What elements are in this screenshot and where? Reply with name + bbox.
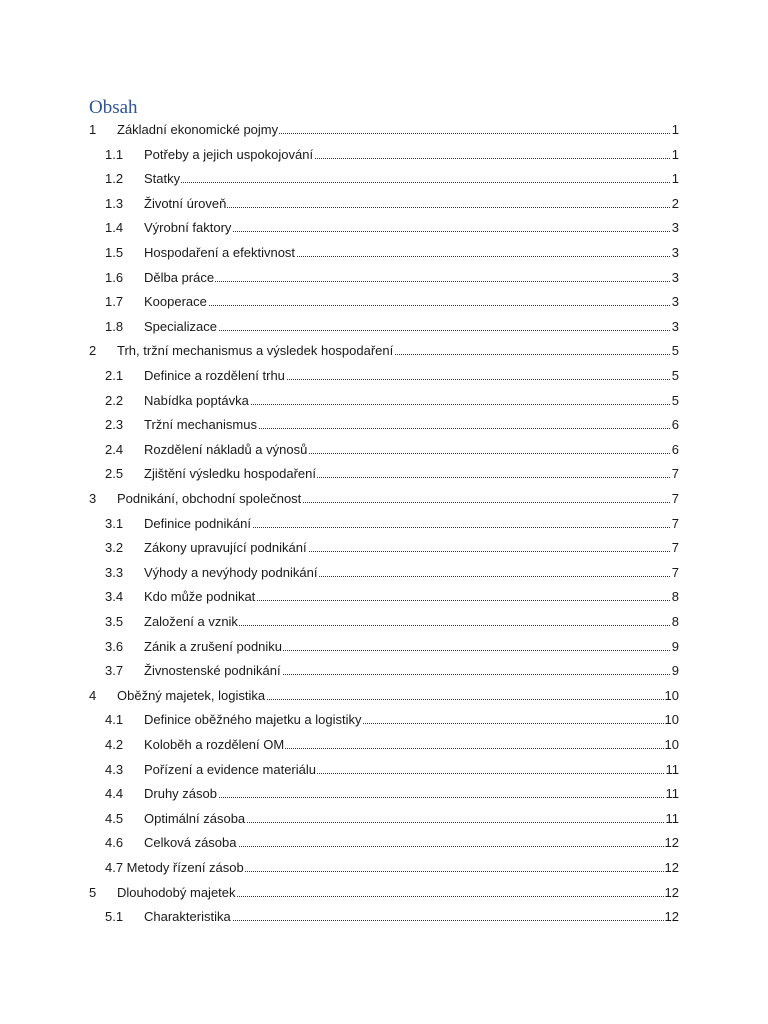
toc-entry-page: 12 [664, 856, 679, 880]
toc-entry[interactable] [0, 561, 768, 585]
toc-entry-number: 5 [89, 884, 97, 900]
toc-entry-number: 2 [89, 343, 97, 359]
toc-entry[interactable] [0, 881, 768, 905]
toc-dot-leader [146, 330, 676, 331]
toc-entry-number: 2.4 [105, 441, 124, 457]
toc-entry-title: Životní úroveň [144, 192, 227, 216]
toc-entry-title: Základní ekonomické pojmy [117, 118, 279, 142]
toc-entry[interactable] [0, 856, 768, 880]
toc-entry-page: 5 [671, 364, 679, 388]
toc-entry-page: 3 [671, 315, 679, 339]
toc-entry-page: 3 [671, 241, 679, 265]
toc-entry-number: 1.3 [105, 195, 124, 211]
toc-entry[interactable] [0, 758, 768, 782]
toc-entry-page: 7 [671, 536, 679, 560]
toc-entry[interactable] [0, 905, 768, 929]
toc-dot-leader [146, 305, 676, 306]
toc-entry-page: 10 [664, 684, 679, 708]
toc-entry-title: Pořízení a evidence materiálu [144, 758, 317, 782]
toc-entry-title: Oběžný majetek, logistika [117, 684, 266, 708]
toc-entry[interactable] [0, 831, 768, 855]
toc-entry-page: 12 [664, 881, 679, 905]
toc-entry-page: 3 [671, 290, 679, 314]
toc-entry-page: 12 [664, 905, 679, 929]
toc-entry[interactable] [0, 216, 768, 240]
toc-entry-title: Statky [144, 167, 181, 191]
toc-entry-number: 3.3 [105, 564, 124, 580]
toc-entry-title: Podnikání, obchodní společnost [117, 487, 302, 511]
toc-entry-number: 4.2 [105, 737, 124, 752]
toc-entry-number: 1.8 [105, 318, 124, 334]
toc-entry-page: 1 [671, 143, 679, 167]
toc-entry[interactable] [0, 462, 768, 486]
toc-entry[interactable] [0, 167, 768, 191]
toc-entry[interactable] [0, 290, 768, 314]
toc-entry-title: Výrobní faktory [144, 216, 232, 240]
toc-entry[interactable] [0, 118, 768, 142]
toc-entry-number: 2.3 [105, 417, 124, 433]
toc-entry-page: 6 [671, 413, 679, 437]
toc-entry-number: 1.1 [105, 146, 124, 162]
toc-entry-page: 7 [671, 487, 679, 511]
toc-entry-title: Definice a rozdělení trhu [144, 364, 286, 388]
toc-entry-number: 4.3 [105, 761, 124, 777]
toc-entry-title: Charakteristika [144, 905, 232, 929]
toc-entry-title: Definice oběžného majetku a logistiky [144, 708, 363, 732]
toc-entry-page: 10 [664, 733, 679, 757]
toc-entry-page: 11 [665, 782, 680, 806]
toc-entry-number: 3 [89, 491, 97, 506]
toc-entry[interactable] [0, 143, 768, 167]
toc-entry-title: Potřeby a jejich uspokojování [144, 143, 314, 167]
toc-entry-page: 5 [671, 389, 679, 413]
toc-entry[interactable] [0, 585, 768, 609]
toc-entry-number: 3.6 [105, 638, 124, 654]
toc-entry-page: 7 [671, 561, 679, 585]
toc-entry[interactable] [0, 782, 768, 806]
toc-entry-title: Celková zásoba [144, 831, 238, 855]
toc-entry-page: 1 [671, 167, 679, 191]
toc-entry[interactable] [0, 487, 768, 511]
toc-entry[interactable] [0, 364, 768, 388]
toc-entry-number: 2.1 [105, 368, 124, 383]
toc-entry-title: Optimální zásoba [144, 807, 246, 831]
toc-entry-page: 2 [671, 192, 679, 216]
toc-entry-title: Definice podnikání [144, 512, 252, 536]
toc-entry[interactable] [0, 807, 768, 831]
toc-dot-leader [146, 797, 676, 798]
toc-entry[interactable] [0, 733, 768, 757]
toc-entry-number: 3.7 [105, 663, 124, 679]
toc-entry-page: 11 [665, 807, 680, 831]
toc-entry-title: Trh, tržní mechanismus a výsledek hospodaření [117, 339, 394, 363]
toc-entry-number: 1.6 [105, 269, 124, 285]
toc-entry[interactable] [0, 684, 768, 708]
toc-entry-title: Druhy zásob [144, 782, 218, 806]
toc-title: Obsah [89, 97, 138, 118]
toc-entry[interactable] [0, 241, 768, 265]
toc-entry-page: 12 [664, 831, 679, 855]
toc-entry-page: 3 [671, 216, 679, 240]
toc-entry-number: 3.2 [105, 540, 124, 556]
toc-entry-title: Kooperace [144, 290, 208, 314]
toc-entry-page: 7 [671, 512, 679, 536]
toc-entry-title: Tržní mechanismus [144, 413, 258, 437]
toc-entry-page: 11 [665, 758, 680, 782]
toc-entry-number: 4.5 [105, 810, 124, 826]
toc-entry-page: 5 [671, 339, 679, 363]
toc-entry[interactable] [0, 635, 768, 659]
toc-entry[interactable] [0, 339, 768, 363]
toc-entry-number: 1.7 [105, 294, 124, 310]
toc-entry-number: 2.2 [105, 392, 124, 408]
toc-entry-number: 4.1 [105, 712, 124, 728]
toc-entry[interactable] [0, 536, 768, 560]
toc-dot-leader [146, 182, 676, 183]
toc-entry-number: 3.1 [105, 515, 124, 531]
toc-entry[interactable] [0, 659, 768, 683]
toc-entry-title: Specializace [144, 315, 218, 339]
toc-entry-title: Založení a vznik [144, 610, 239, 634]
toc-entry-title: Koloběh a rozdělení OM [144, 733, 285, 757]
toc-entry-page: 9 [671, 635, 679, 659]
toc-entry-title: Zjištění výsledku hospodaření [144, 462, 317, 486]
toc-entry[interactable] [0, 512, 768, 536]
toc-entry-number: 4.6 [105, 835, 124, 851]
toc-entry-number: 4.4 [105, 786, 124, 802]
toc-entry[interactable] [0, 315, 768, 339]
toc-entry[interactable] [0, 413, 768, 437]
toc-entry-title: Výhody a nevýhody podnikání [144, 561, 318, 585]
toc-entry[interactable] [0, 266, 768, 290]
toc-entry-title: Zánik a zrušení podniku [144, 635, 283, 659]
toc-entry-title: Dlouhodobý majetek [117, 881, 237, 905]
toc-entry[interactable] [0, 192, 768, 216]
toc-entry-title: Zákony upravující podnikání [144, 536, 308, 560]
toc-entry-number: 3.5 [105, 614, 124, 629]
toc-entry-page: 1 [671, 118, 679, 142]
toc-entry-number: 5.1 [105, 909, 124, 925]
toc-entry-title: Dělba práce [144, 266, 215, 290]
toc-entry-number: 3.4 [105, 589, 124, 605]
toc-entry-page: 8 [671, 610, 679, 634]
toc-entry-number: 4 [89, 687, 97, 703]
toc-dot-leader [146, 281, 676, 282]
toc-entry-number: 2.5 [105, 466, 124, 482]
toc-entry-title: Nabídka poptávka [144, 389, 250, 413]
toc-entry-title: Živnostenské podnikání [144, 659, 282, 683]
toc-entry[interactable] [0, 610, 768, 634]
toc-entry-page: 9 [671, 659, 679, 683]
toc-entry-number: 1.4 [105, 220, 124, 236]
toc-entry-number: 1 [89, 122, 97, 137]
toc-entry-page: 7 [671, 462, 679, 486]
toc-entry[interactable] [0, 389, 768, 413]
toc-entry-page: 6 [671, 438, 679, 462]
toc-entry-page: 3 [671, 266, 679, 290]
toc-entry-title: Rozdělení nákladů a výnosů [144, 438, 308, 462]
toc-entry-title: Hospodaření a efektivnost [144, 241, 296, 265]
toc-entry-number: 1.5 [105, 245, 124, 260]
toc-entry-number: 1.2 [105, 171, 124, 187]
toc-entry-page: 8 [671, 585, 679, 609]
toc-entry[interactable] [0, 438, 768, 462]
toc-entry-page: 10 [664, 708, 679, 732]
toc-entry[interactable] [0, 708, 768, 732]
toc-entry-title: 4.7 Metody řízení zásob [105, 856, 245, 880]
toc-entry-title: Kdo může podnikat [144, 585, 256, 609]
